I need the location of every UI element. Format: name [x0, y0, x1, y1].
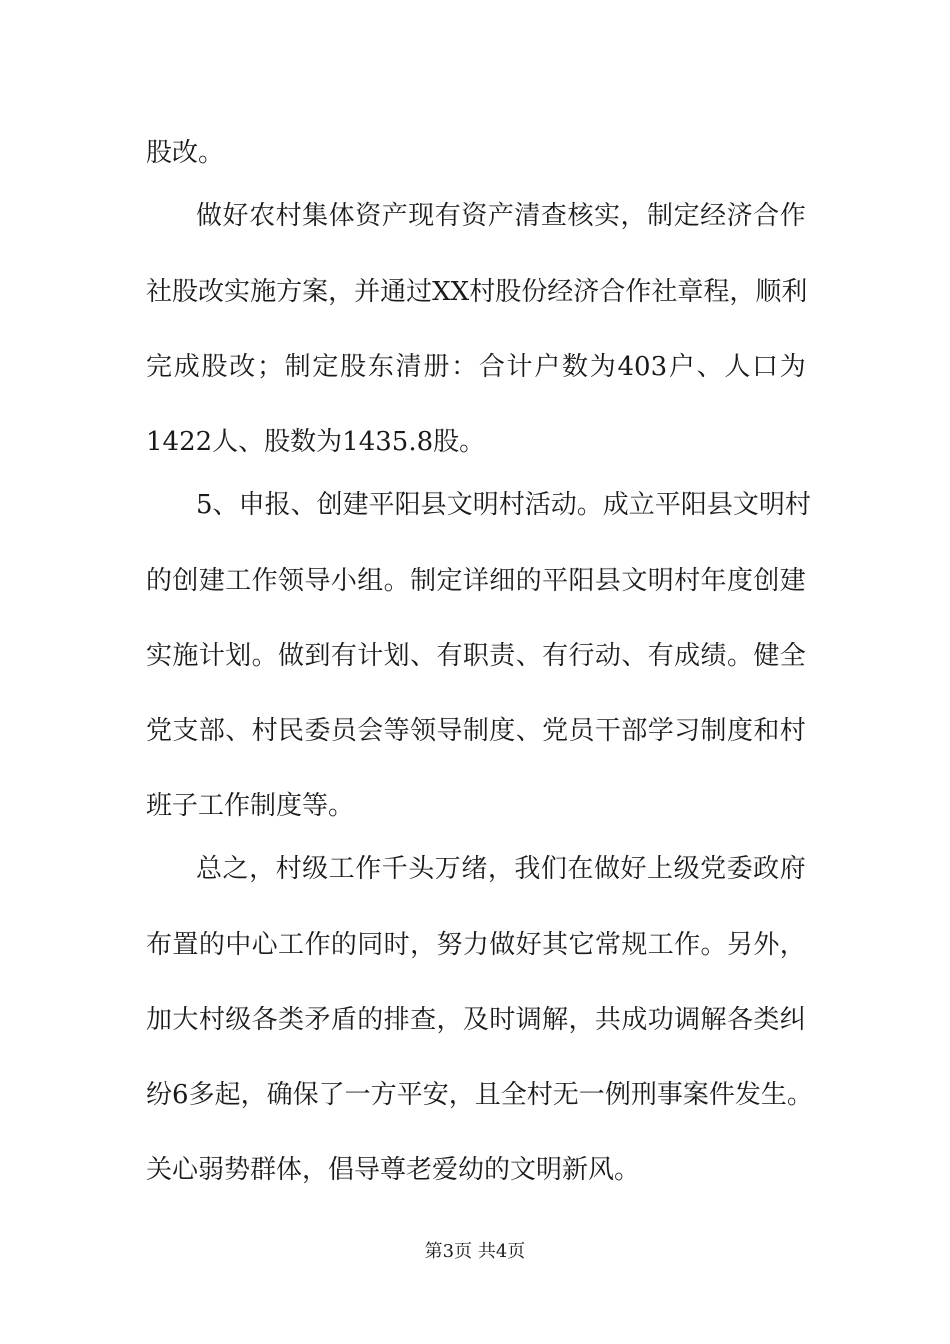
- paragraph-line: 纷 6 多 起 ， 确 保 了 一 方 平 安 ， 且 全 村 无 一 例 刑 事 案 件 发 生 。: [146, 1080, 813, 1110]
- page-number-footer: 第3页 共4页: [424, 1241, 526, 1262]
- paragraph-line: 社 股 改 实 施 方 案 ， 并 通 过 XX 村 股 份 经 济 合 作 社 章 程 ， 顺 利: [146, 277, 808, 307]
- paragraph-line: 实 施 计 划 。 做 到 有 计 划 、 有 职 责 、 有 行 动 、 有 成 绩 。 健 全: [146, 641, 806, 671]
- paragraph-line: 布 置 的 中 心 工 作 的 同 时 ， 努 力 做 好 其 它 常 规 工 作 。 另 外 ，: [146, 930, 806, 960]
- paragraph-line: 加 大 村 级 各 类 矛 盾 的 排 查 ， 及 时 调 解 ， 共 成 功 调 解 各 类 纠: [146, 1005, 806, 1035]
- paragraph-line: 1422人、股数为1435.8股。: [146, 427, 486, 457]
- paragraph-line: 关心弱势群体，倡导尊老爱幼的文明新风。: [146, 1155, 641, 1185]
- paragraph-line: 股改。: [146, 138, 225, 168]
- paragraph-line: 班子工作制度等。: [146, 791, 355, 821]
- paragraph-line: 党 支 部 、 村 民 委 员 会 等 领 导 制 度 、 党 员 干 部 学 习 制 度 和 村: [146, 716, 806, 746]
- paragraph-line: 完 成 股 改 ； 制 定 股 东 清 册 ： 合 计 户 数 为 403 户 、 人 口 为: [146, 352, 806, 382]
- paragraph-line: 的 创 建 工 作 领 导 小 组 。 制 定 详 细 的 平 阳 县 文 明 村 年 度 创 建: [146, 566, 806, 596]
- paragraph-line: 做 好 农 村 集 体 资 产 现 有 资 产 清 查 核 实 ， 制 定 经 济 合 作: [196, 201, 806, 231]
- paragraph-line: 总 之 ， 村 级 工 作 千 头 万 绪 ， 我 们 在 做 好 上 级 党 委 政 府: [196, 854, 806, 884]
- paragraph-line: 5 、 申 报 、 创 建 平 阳 县 文 明 村 活 动 。 成 立 平 阳 县 文 明 村: [196, 490, 811, 520]
